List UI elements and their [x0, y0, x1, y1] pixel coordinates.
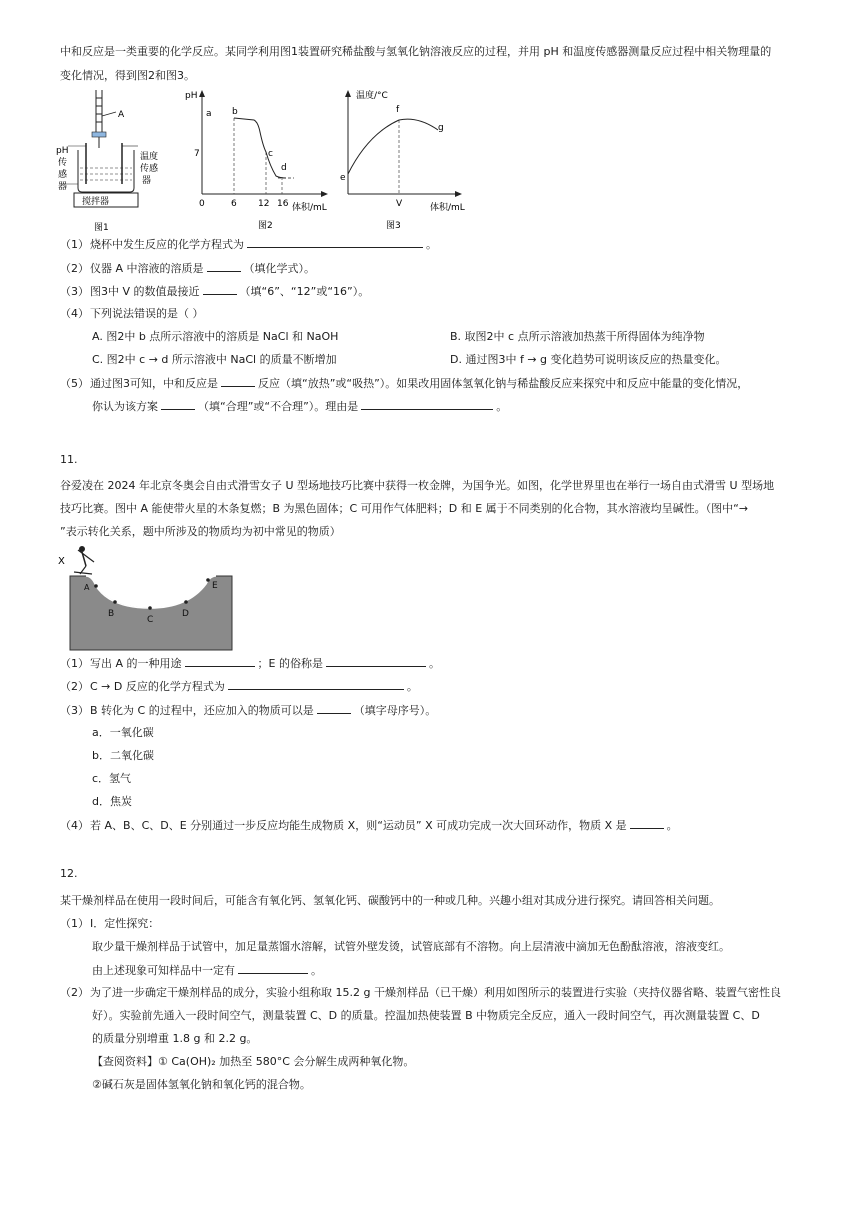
q11-sub3-answer-blank[interactable] — [317, 702, 351, 714]
q10-sub3-num: （3） — [60, 285, 89, 298]
q11-u-track-figure — [58, 544, 238, 654]
fig2-pt-a: a — [206, 109, 212, 119]
q11-label-d: D — [182, 609, 189, 619]
q11-sub3 — [60, 702, 436, 719]
q10-sub5 — [60, 375, 748, 392]
q11-sub3-text: B 转化为 C 的过程中，还应加入的物质可以是 — [90, 704, 314, 717]
q11-sub2 — [60, 678, 418, 695]
q12-sub1-answer-blank[interactable] — [238, 962, 308, 974]
q12-sub1 — [60, 916, 159, 932]
q12-intro: 某干燥剂样品在使用一段时间后，可能含有氧化钙、氢氧化钙、碳酸钙中的一种或几种。兴趣小组对其成分进行探究。请回答相关问题。 — [60, 894, 720, 907]
fig3-pt-g: g — [438, 123, 444, 133]
fig2-tick-16: 16 — [277, 199, 289, 209]
q12-sub1-num: （1） — [60, 917, 89, 930]
q10-sub5-line2 — [92, 398, 507, 415]
q10-sub4 — [60, 306, 204, 322]
q10-sub3-end: （填“6”、“12”或“16”）。 — [239, 285, 370, 298]
q10-sub5-answer-blank2[interactable] — [161, 398, 195, 410]
q12-sub1-line2 — [92, 962, 322, 979]
q11-sub1-mid: ；E 的俗称是 — [257, 657, 323, 670]
q10-sub5-num: （5） — [60, 377, 89, 390]
fig3-ylabel: 温度/°C — [356, 91, 388, 101]
fig1-label-a: A — [118, 110, 125, 120]
q10-sub1-text: 烧杯中发生反应的化学方程式为 — [90, 238, 244, 251]
q12-sub2-num: （2） — [60, 986, 89, 999]
q11-sub4-end: 。 — [666, 819, 678, 832]
q11-sub1-answer-blank2[interactable] — [326, 655, 426, 667]
fig3-tick-v: V — [396, 199, 403, 209]
fig1-label-ph2: 传 — [58, 158, 68, 168]
q10-option-a[interactable]: A. 图2中 b 点所示溶液中的溶质是 NaCl 和 NaOH — [92, 330, 339, 343]
fig1-label-t3: 器 — [142, 176, 152, 186]
q10-sub2-num: （2） — [60, 262, 89, 275]
q11-option-b[interactable]: b．二氧化碳 — [92, 749, 154, 762]
q11-label-b: B — [108, 609, 115, 619]
fig2-ylabel: pH — [185, 91, 198, 101]
fig1-label-ph1: pH — [56, 146, 69, 156]
q10-option-c[interactable]: C. 图2中 c → d 所示溶液中 NaCl 的质量不断增加 — [92, 353, 337, 366]
q11-sub3-end: （填字母序号）。 — [353, 704, 437, 717]
q11-label-x: X — [58, 556, 65, 567]
q10-sub4-num: （4） — [60, 307, 89, 320]
q10-sub5-mid: 反应（填“放热”或“吸热”）。如果改用固体氢氧化钠与稀盐酸反应来探究中和反应中能量的变化情况， — [258, 377, 749, 390]
q10-sub2-answer-blank[interactable] — [207, 260, 241, 272]
q12-number: 12. — [60, 867, 78, 880]
q11-option-c[interactable]: c．氢气 — [92, 772, 132, 785]
fig2-tick-7: 7 — [194, 149, 200, 159]
fig2-pt-c: c — [268, 149, 273, 159]
q11-sub2-answer-blank[interactable] — [228, 678, 404, 690]
q11-sub1-end: 。 — [428, 657, 440, 670]
q11-label-e: E — [212, 581, 218, 591]
fig2-tick-6: 6 — [231, 199, 237, 209]
fig1-caption: 图1 — [94, 223, 109, 233]
q11-sub1-answer-blank1[interactable] — [185, 655, 255, 667]
q11-intro-line1: 谷爱凌在 2024 年北京冬奥会自由式滑雪女子 U 型场地技巧比赛中获得一枚金牌，为国争光。如图，化学世界里也在举行一场自由式滑雪 U 型场地 — [60, 479, 775, 492]
q10-sub2-end: （填化学式）。 — [243, 262, 316, 275]
q11-sub2-end: 。 — [406, 680, 418, 693]
fig2-xlabel: 体积/mL — [292, 203, 327, 213]
q10-intro-line2: 变化情况，得到图2和图3。 — [60, 69, 195, 82]
q10-sub3-text: 图3中 V 的数值最接近 — [90, 285, 200, 298]
q12-sub1-line2-text: 由上述现象可知样品中一定有 — [92, 964, 235, 977]
q10-sub2 — [60, 260, 315, 277]
fig2-pt-b: b — [232, 107, 238, 117]
fig1-label-stir: 搅拌器 — [82, 197, 110, 207]
fig1-label-ph3: 感 — [58, 170, 68, 180]
q10-option-b[interactable]: B. 取图2中 c 点所示溶液加热蒸干所得固体为纯净物 — [450, 330, 705, 343]
q11-sub2-num: （2） — [60, 680, 89, 693]
q11-option-d[interactable]: d．焦炭 — [92, 795, 132, 808]
fig2-tick-12: 12 — [258, 199, 270, 209]
q12-sub1-line1: 取少量干燥剂样品于试管中，加足量蒸馏水溶解，试管外壁发烫，试管底部有不溶物。向上层清液中滴加无色酚酞溶液，溶液变红。 — [92, 940, 730, 953]
q10-sub1-end: 。 — [426, 238, 437, 251]
fig3-xlabel: 体积/mL — [430, 203, 465, 213]
q10-figure2 — [182, 86, 342, 234]
q10-sub1-num: （1） — [60, 238, 89, 251]
q12-sub2-line3: 的质量分别增重 1.8 g 和 2.2 g。 — [92, 1032, 258, 1045]
q11-sub1-text: 写出 A 的一种用途 — [90, 657, 182, 670]
q12-sub1-title: Ⅰ．定性探究： — [90, 917, 160, 930]
q11-intro-line3: ”表示转化关系，题中所涉及的物质均为初中常见的物质） — [60, 525, 341, 538]
q11-sub1 — [60, 655, 440, 672]
fig1-label-t2: 传感 — [140, 164, 159, 174]
q10-sub5-line2a: 你认为该方案 — [92, 400, 158, 413]
q11-sub4-num: （4） — [60, 819, 89, 832]
q11-number: 11. — [60, 453, 78, 466]
q11-sub2-text: C → D 反应的化学方程式为 — [90, 680, 225, 693]
q11-sub4 — [60, 817, 678, 834]
q12-sub2 — [60, 985, 781, 1001]
q11-sub3-num: （3） — [60, 704, 89, 717]
q10-sub1 — [60, 236, 437, 253]
q11-intro-line2: 技巧比赛。图中 A 能使带火星的木条复燃；B 为黑色固体；C 可用作气体肥料；D 和 E 属于不同类别的化合物，其水溶液均呈碱性。（图中“→ — [60, 502, 749, 515]
q10-sub2-text: 仪器 A 中溶液的溶质是 — [90, 262, 204, 275]
q10-sub5-answer-blank1[interactable] — [221, 375, 255, 387]
q11-sub1-num: （1） — [60, 657, 89, 670]
q12-sub2-line4: 【查阅资料】① Ca(OH)₂ 加热至 580°C 会分解生成两种氧化物。 — [92, 1055, 415, 1068]
q12-sub2-line5: ②碱石灰是固体氢氧化钠和氧化钙的混合物。 — [92, 1078, 311, 1091]
q10-sub1-answer-blank[interactable] — [247, 236, 423, 248]
q11-sub4-answer-blank[interactable] — [630, 817, 664, 829]
fig1-label-ph4: 器 — [58, 182, 68, 192]
q11-option-a[interactable]: a．一氧化碳 — [92, 726, 154, 739]
q10-sub5-line2b: （填“合理”或“不合理”）。理由是 — [198, 400, 359, 413]
fig3-caption: 图3 — [386, 221, 401, 231]
q12-sub2-line2: 好）。实验前先通入一段时间空气，测量装置 C、D 的质量。控温加热使装置 B 中物质完全反应，通入一段时间空气，再次测量装置 C、D — [92, 1009, 760, 1022]
q10-sub3 — [60, 283, 369, 300]
q10-figure1 — [56, 88, 168, 233]
q10-sub4-text: 下列说法错误的是（ ） — [90, 307, 204, 320]
fig2-tick-0: 0 — [199, 199, 205, 209]
fig2-pt-d: d — [281, 163, 287, 173]
q11-label-c: C — [147, 615, 154, 625]
q11-label-a: A — [84, 583, 90, 592]
fig1-label-t1: 温度 — [140, 152, 159, 162]
q10-option-d[interactable]: D. 通过图3中 f → g 变化趋势可说明该反应的热量变化。 — [450, 353, 727, 366]
fig3-pt-f: f — [396, 105, 400, 115]
q10-sub5-text: 通过图3可知，中和反应是 — [90, 377, 218, 390]
q10-sub5-answer-blank3[interactable] — [361, 398, 493, 410]
q10-figure3 — [338, 86, 474, 234]
q12-sub2-line1: 为了进一步确定干燥剂样品的成分，实验小组称取 15.2 g 干燥剂样品（已干燥）利用如图所示的装置进行实验（夹持仪器省略、装置气密性良 — [90, 986, 781, 999]
fig3-pt-e: e — [340, 173, 346, 183]
q10-sub5-end: 。 — [496, 400, 508, 413]
q10-intro-line1: 中和反应是一类重要的化学反应。某同学利用图1装置研究稀盐酸与氢氧化钠溶液反应的过程，并用 pH 和温度传感器测量反应过程中相关物理量的 — [60, 45, 772, 58]
q12-sub1-end: 。 — [311, 964, 322, 977]
fig2-caption: 图2 — [258, 221, 273, 231]
q11-sub4-text: 若 A、B、C、D、E 分别通过一步反应均能生成物质 X，则“运动员” X 可成功完成一次大回环动作，物质 X 是 — [90, 819, 627, 832]
q10-sub3-answer-blank[interactable] — [203, 283, 237, 295]
